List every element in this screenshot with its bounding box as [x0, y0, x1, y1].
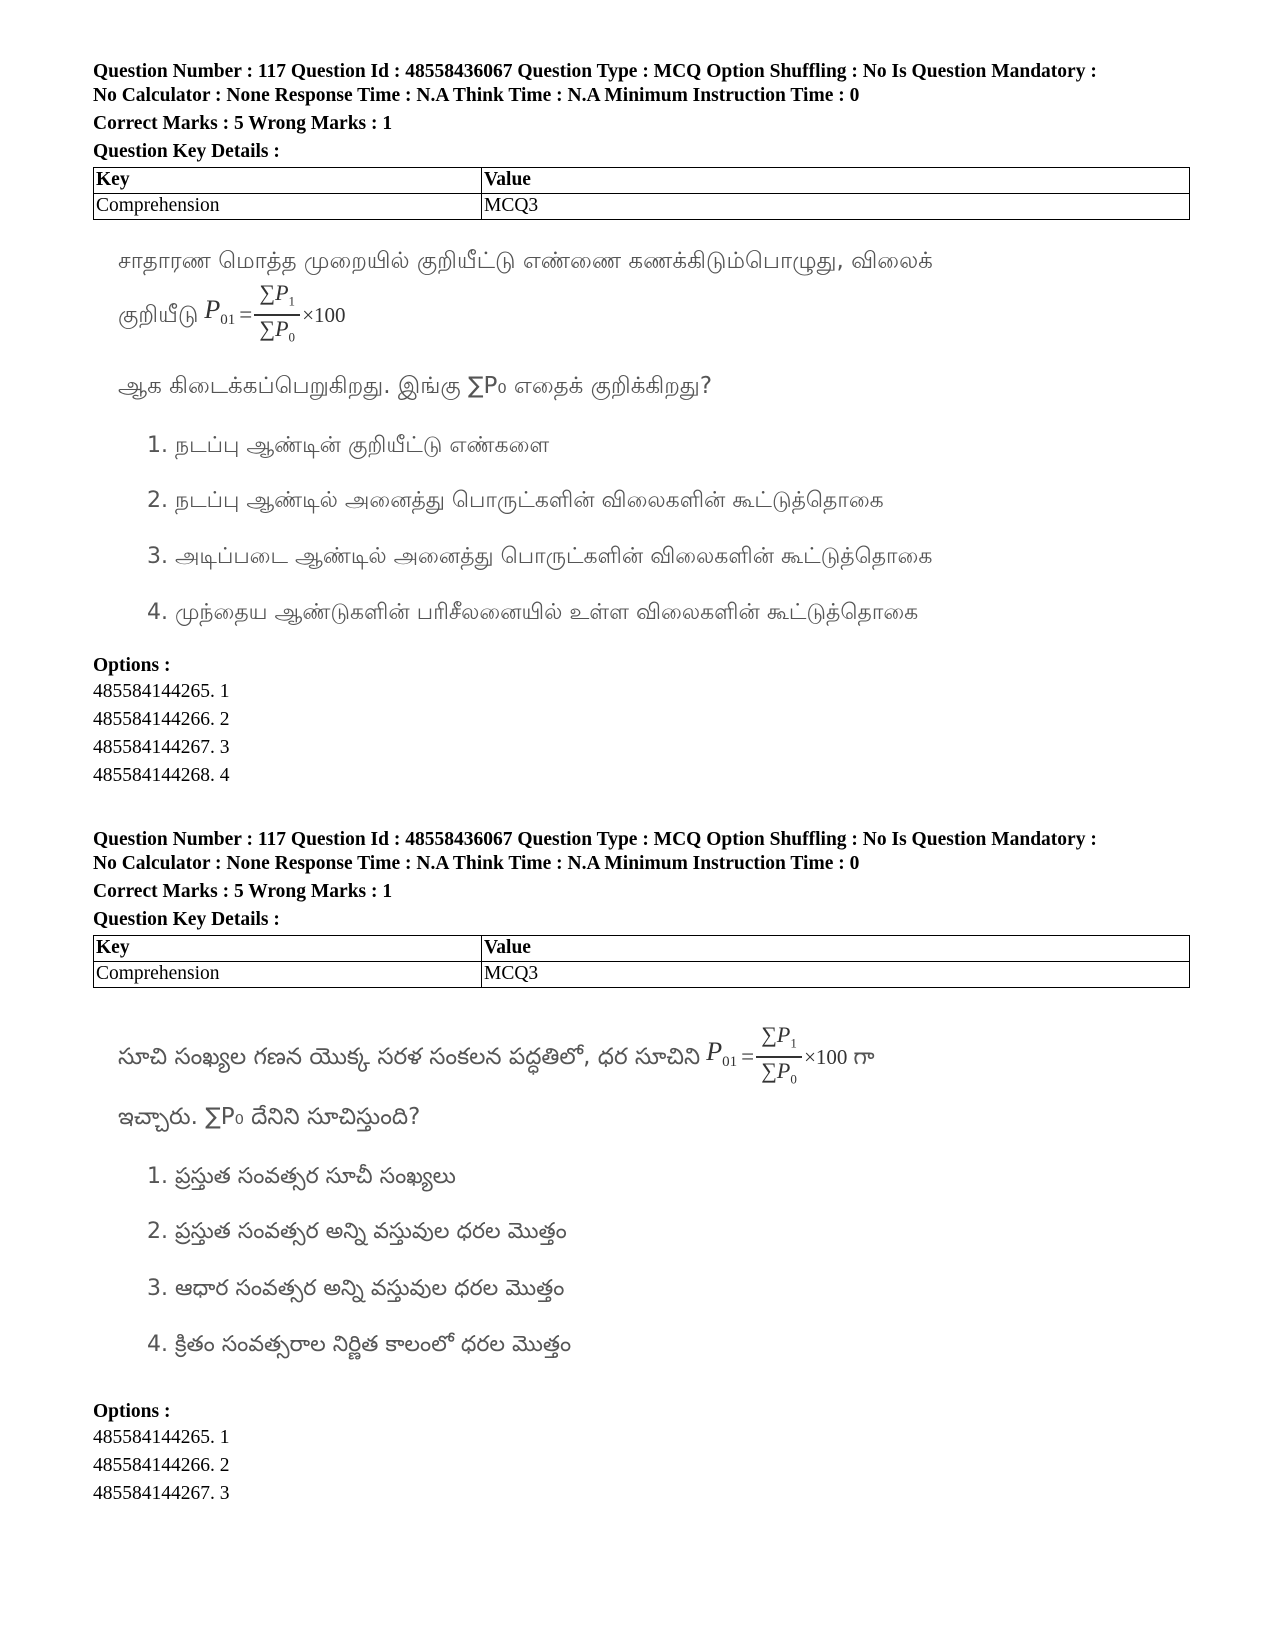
formula-lhs: $P_{01}$ [706, 1037, 738, 1071]
options-label: Options : [93, 1401, 171, 1422]
table-row [94, 962, 1190, 988]
key-details-label: Question Key Details : [93, 909, 280, 930]
image-option-4: 4. முந்தைய ஆண்டுகளின் பரிசீலனையில் உள்ள விலைகளின் கூட்டுத்தொகை [147, 600, 919, 625]
stem-suffix: గా [853, 1044, 875, 1071]
key-details-table [93, 935, 1190, 988]
question-meta-line-2: No Calculator : None Response Time : N.A Think Time : N.A Minimum Instruction Time : 0 [93, 853, 860, 874]
question-meta-line-1: Question Number : 117 Question Id : 48558436067 Question Type : MCQ Option Shuffling : No Is Question Mandatory : [93, 829, 1097, 850]
question-image-telugu [93, 1014, 1183, 1386]
table-cell-value: MCQ3 [482, 194, 1190, 220]
formula-denominator: $\sum P_0$ [259, 315, 296, 345]
formula-equals: = [741, 1044, 755, 1070]
option-item: 485584144266. 2 [93, 709, 230, 730]
image-option-4: 4. క్రితం సంవత్సరాల నిర్ణిత కాలంలో ధరల మొత్తం [147, 1332, 572, 1357]
option-item: 485584144265. 1 [93, 681, 230, 702]
option-item: 485584144267. 3 [93, 737, 230, 758]
marks-line: Correct Marks : 5 Wrong Marks : 1 [93, 113, 393, 134]
image-option-2: 2. ప్రస్తుత సంవత్సర అన్ని వస్తువుల ధరల మొత్తం [147, 1219, 567, 1244]
table-header-row [94, 936, 1190, 962]
table-header-row [94, 168, 1190, 194]
table-header-value: Value [482, 936, 1190, 962]
key-details-table [93, 167, 1190, 220]
image-option-1: 1. நடப்பு ஆண்டின் குறியீட்டு எண்களை [147, 433, 550, 458]
formula-fraction [756, 1022, 802, 1092]
question-stem-line-2: ఇచ్చారు. ∑P₀ దేనిని సూచిస్తుంది? [118, 1104, 421, 1130]
stem-prefix: సూచి సంఖ్యల గణన యొక్క సరళ సంకలన పద్ధతిలో, ధర సూచిని [118, 1044, 701, 1071]
option-item: 485584144268. 4 [93, 765, 230, 786]
price-index-formula [700, 1022, 847, 1092]
option-item: 485584144267. 3 [93, 1483, 230, 1504]
table-header-value: Value [482, 168, 1190, 194]
question-block-1 [93, 60, 1183, 790]
image-option-3: 3. ఆధార సంవత్సర అన్ని వస్తువుల ధరల మొత్తం [147, 1276, 565, 1301]
image-option-1: 1. ప్రస్తుత సంవత్సర సూచీ సంఖ్యలు [147, 1164, 456, 1189]
formula-denominator: $\sum P_0$ [761, 1057, 797, 1087]
formula-fraction [254, 280, 300, 350]
question-meta-line-1: Question Number : 117 Question Id : 48558436067 Question Type : MCQ Option Shuffling : No Is Question Mandatory : [93, 61, 1097, 82]
table-cell-value: MCQ3 [482, 962, 1190, 988]
key-details-label: Question Key Details : [93, 141, 280, 162]
table-header-key: Key [94, 936, 482, 962]
option-item: 485584144266. 2 [93, 1455, 230, 1476]
question-stem-line-1: சாதாரண மொத்த முறையில் குறியீட்டு எண்ணை கணக்கிடும்பொழுது, விலைக் [118, 248, 933, 274]
price-index-formula [198, 280, 345, 350]
table-header-key: Key [94, 168, 482, 194]
table-cell-key: Comprehension [94, 194, 482, 220]
image-option-3: 3. அடிப்படை ஆண்டில் அனைத்து பொருட்களின் விலைகளின் கூட்டுத்தொகை [147, 544, 933, 569]
formula-times-100: ×100 [302, 303, 346, 328]
table-cell-key: Comprehension [94, 962, 482, 988]
question-meta-line-2: No Calculator : None Response Time : N.A Think Time : N.A Minimum Instruction Time : 0 [93, 85, 860, 106]
image-option-2: 2. நடப்பு ஆண்டில் அனைத்து பொருட்களின் விலைகளின் கூட்டுத்தொகை [147, 488, 884, 513]
question-stem-line-3: ஆக கிடைக்கப்பெறுகிறது. இங்கு ∑P₀ எதைக் குறிக்கிறது? [118, 373, 713, 399]
question-block-2 [93, 828, 1183, 1508]
formula-equals: = [239, 302, 253, 328]
question-stem-line-2 [93, 280, 346, 350]
question-stem-line-1 [93, 1022, 875, 1092]
options-label: Options : [93, 655, 171, 676]
formula-lhs: $P_{01}$ [204, 295, 236, 329]
formula-numerator: $\sum P_1$ [761, 1022, 797, 1051]
marks-line: Correct Marks : 5 Wrong Marks : 1 [93, 881, 393, 902]
question-image-tamil [93, 246, 1183, 634]
document-page [93, 60, 1183, 1508]
table-row [94, 194, 1190, 220]
stem-prefix: குறியீடு [118, 302, 199, 329]
formula-times-100: ×100 [804, 1045, 848, 1070]
option-item: 485584144265. 1 [93, 1427, 230, 1448]
formula-numerator: $\sum P_1$ [259, 280, 296, 309]
